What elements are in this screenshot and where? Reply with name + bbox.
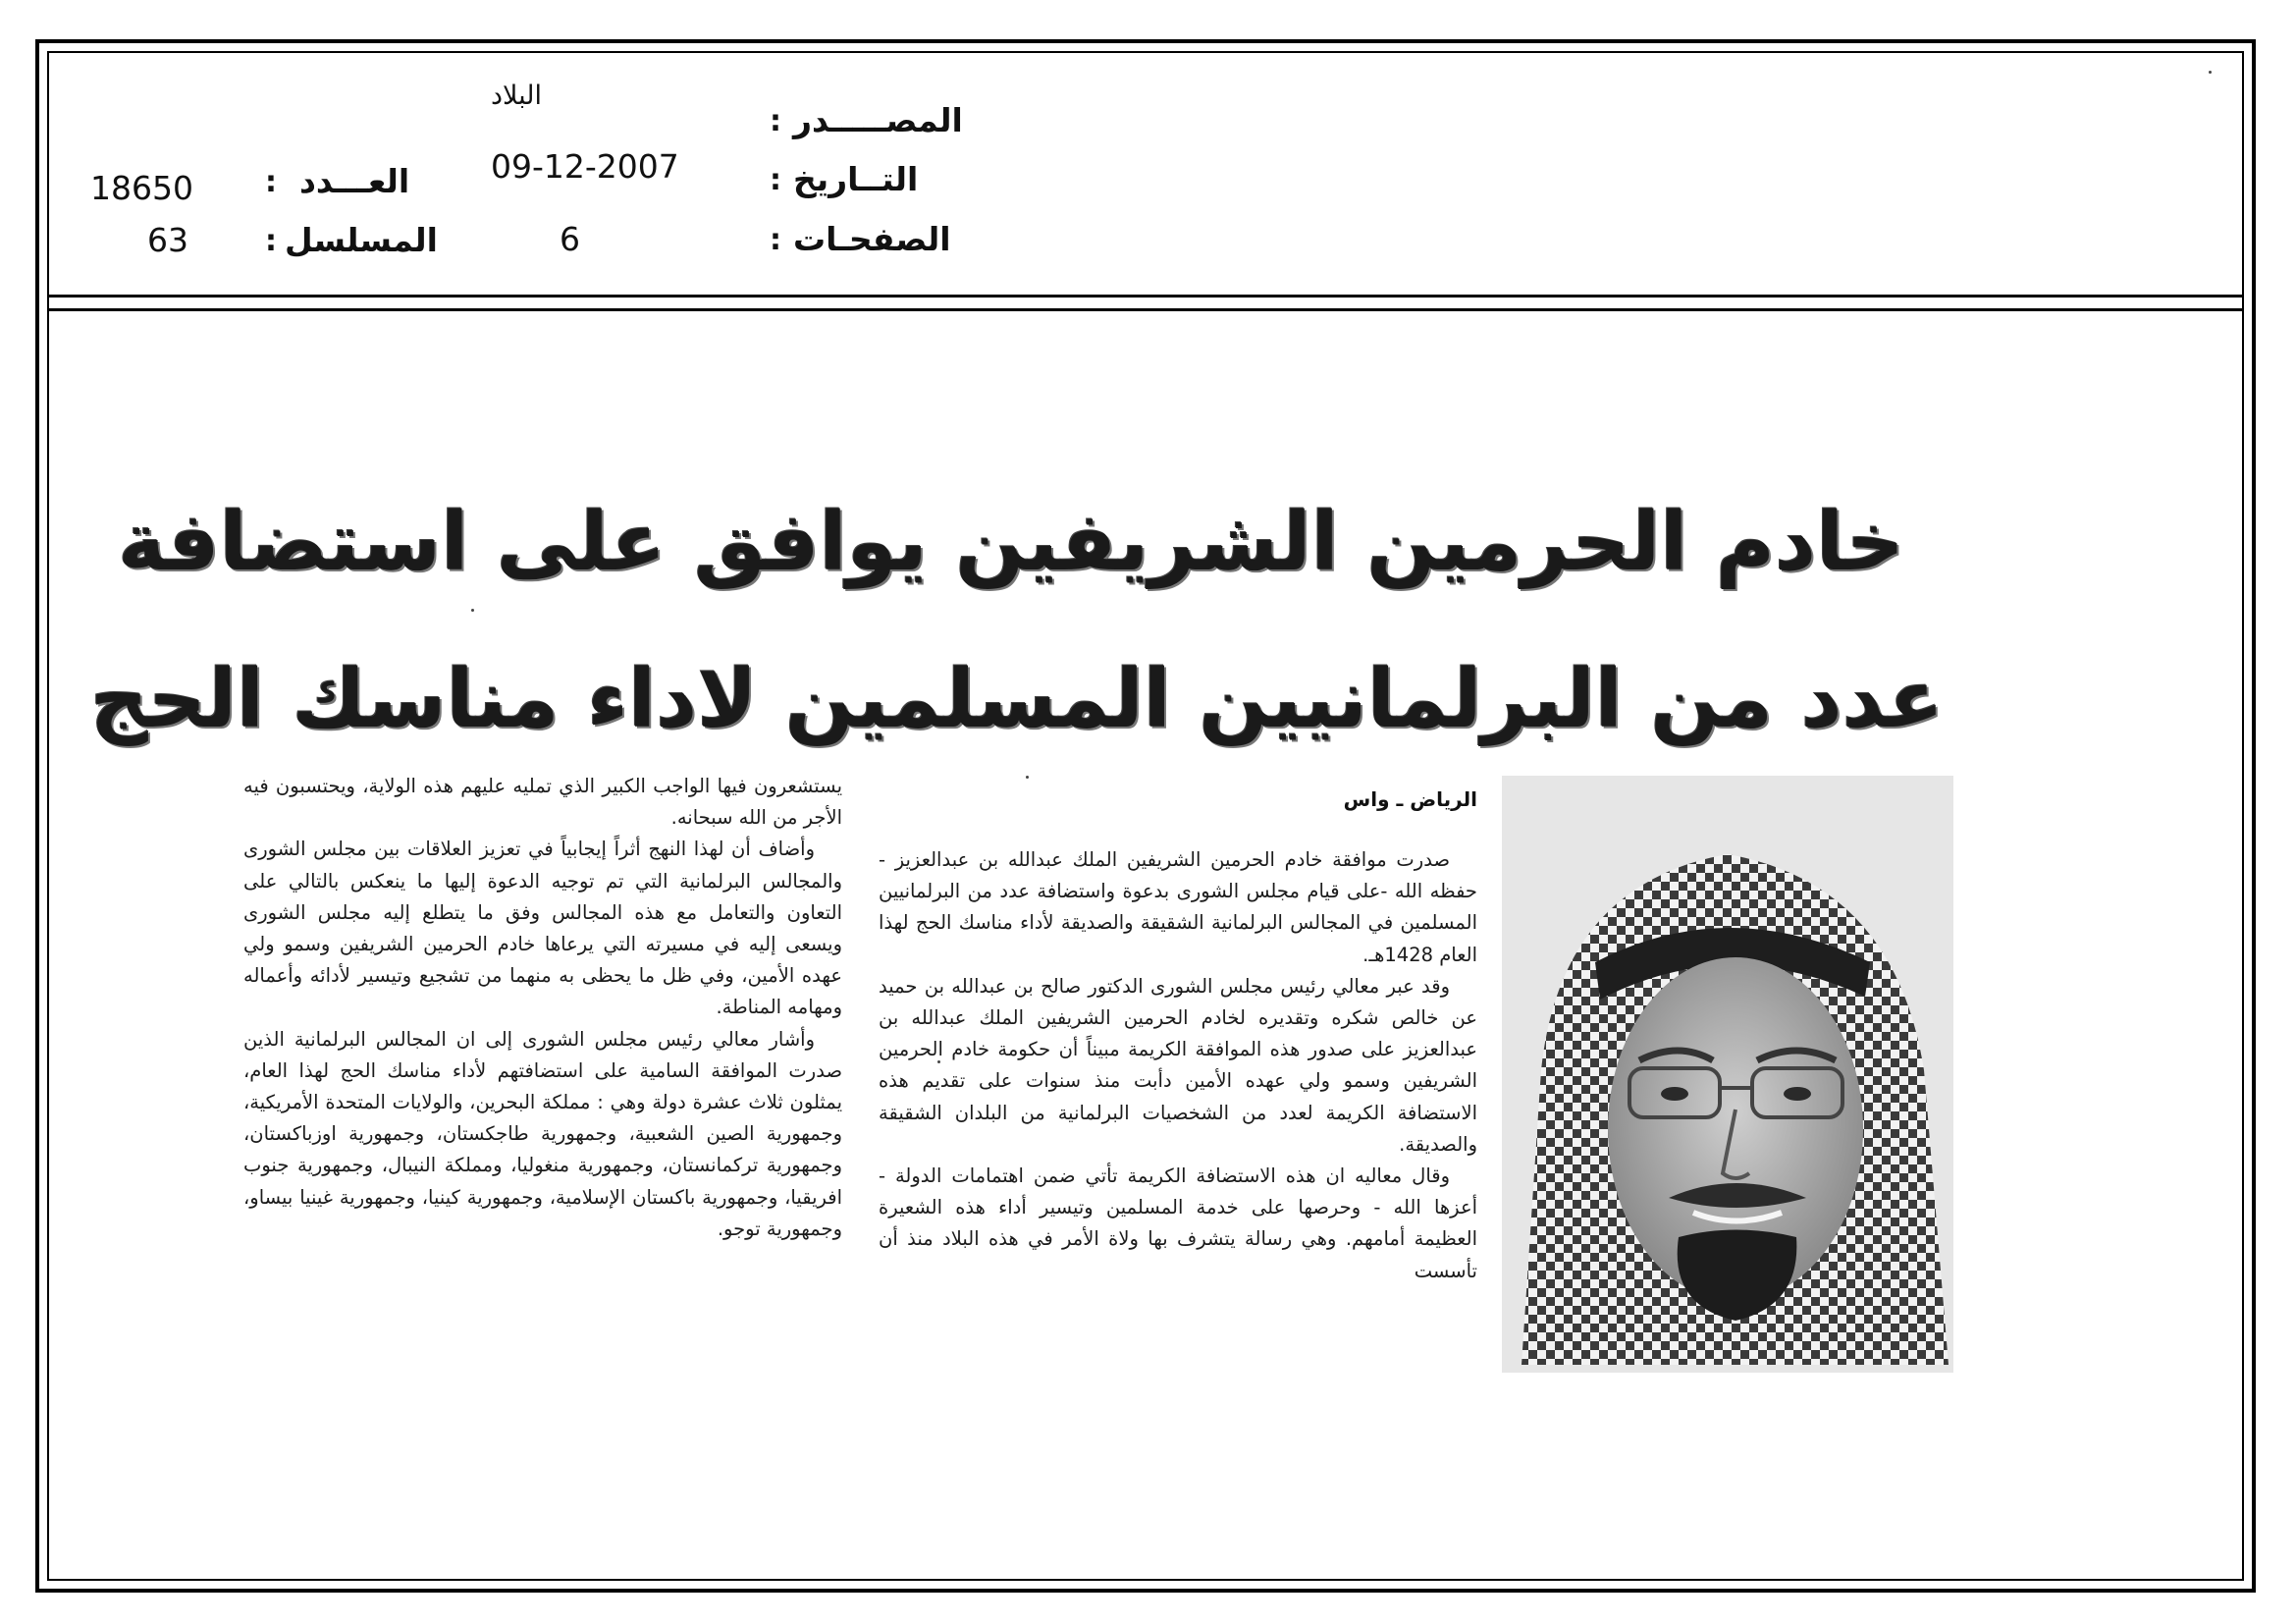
source-value: البلاد [491, 81, 543, 111]
scan-speck [471, 609, 474, 612]
date-colon: : [770, 163, 781, 197]
header-divider-second [47, 308, 2244, 311]
serial-value: 63 [147, 221, 188, 259]
paragraph: وأشار معالي رئيس مجلس الشورى إلى ان المجالس البرلمانية الذين صدرت الموافقة السامية على استضافتهم لأداء مناسك الحج لهذا العام، يمثلون ثلاث عشرة دولة وهي : مملكة البحرين، والولايات المتحدة الأمريكية، وجمهورية الصين الشعبية، وجمهورية طاجكستان، وجمهورية اوزباكستان، وجمهورية تركمانستان، وجمهورية منغوليا، ومملكة النيبال، وجمهورية جنوب افريقيا، وجمهورية باكستان الإسلامية، وجمهورية كينيا، وجمهورية غينيا بيساو، وجمهورية توجو. [243, 1027, 842, 1240]
date-value: 09-12-2007 [491, 147, 679, 186]
paragraph: يستشعرون فيها الواجب الكبير الذي تمليه عليهم هذه الولاية، ويحتسبون فيه الأجر من الله سبحانه. [243, 775, 842, 830]
serial-label: المسلسل [285, 221, 438, 259]
source-label: المصـــــدر [793, 101, 963, 139]
issue-value: 18650 [90, 169, 193, 207]
portrait-illustration [1502, 776, 1953, 1373]
pages-value: 6 [560, 220, 580, 258]
header-divider [47, 295, 2244, 298]
serial-colon: : [265, 224, 277, 258]
article-column-left [243, 771, 842, 1245]
pages-colon: : [770, 223, 781, 257]
scan-speck [1026, 776, 1029, 779]
scan-speck [2209, 71, 2212, 74]
paragraph: وقال معاليه ان هذه الاستضافة الكريمة تأتي ضمن اهتمامات الدولة - أعزها الله - وحرصها على خدمة المسلمين وتيسير أداء هذه الشعيرة العظيمة أمامهم. وهي رسالة يتشرف بها ولاة الأمر في هذه البلاد منذ أن تأسست [879, 1164, 1477, 1282]
article-column-right [879, 844, 1477, 1287]
paragraph: صدرت موافقة خادم الحرمين الشريفين الملك عبدالله بن عبدالعزيز - حفظه الله -على قيام مجلس الشورى بدعوة واستضافة عدد من البرلمانيين المسلمين في المجالس البرلمانية الشقيقة والصديقة لأداء مناسك الحج لهذا العام 1428هـ. [879, 848, 1477, 966]
pages-label: الصفحـات [793, 220, 951, 258]
scan-speck [937, 1060, 940, 1063]
paragraph: وأضاف أن لهذا النهج أثراً إيجابياً في تعزيز العلاقات بين مجلس الشورى والمجالس البرلمانية التي تم توجيه الدعوة إليها ما ينعكس بالتالي على التعاون والتعامل مع هذه المجالس وفق ما يتطلع إليه مجلس الشورى ويسعى إليه في مسيرته التي يرعاها خادم الحرمين الشريفين وسمو ولي عهده الأمين، وفي ظل ما يحظى به منهما من تشجيع وتيسير لأدائه وأعماله ومهامه المناطة. [243, 838, 842, 1019]
portrait-photo [1502, 776, 1953, 1373]
issue-label: العـــدد [299, 162, 410, 200]
dateline: الرياض ـ واس [1343, 787, 1477, 811]
headline-line-1: خادم الحرمين الشريفين يوافق على استضافة [118, 496, 1904, 589]
headline-line-2: عدد من البرلمانيين المسلمين لاداء مناسك الحج [89, 653, 1944, 746]
source-colon: : [770, 104, 781, 138]
issue-colon: : [265, 165, 277, 199]
date-label: التــاريخ [793, 160, 919, 198]
paragraph: وقد عبر معالي رئيس مجلس الشورى الدكتور صالح بن عبدالله بن حميد عن خالص شكره وتقديره لخادم الحرمين الشريفين الملك عبدالله بن عبدالعزيز على صدور هذه الموافقة الكريمة مبيناً أن حكومة خادم الحرمين الشريفين وسمو ولي عهده الأمين دأبت منذ سنوات على تقديم هذه الاستضافة الكريمة لعدد من الشخصيات البرلمانية من البلدان الشقيقة والصديقة. [879, 974, 1477, 1156]
